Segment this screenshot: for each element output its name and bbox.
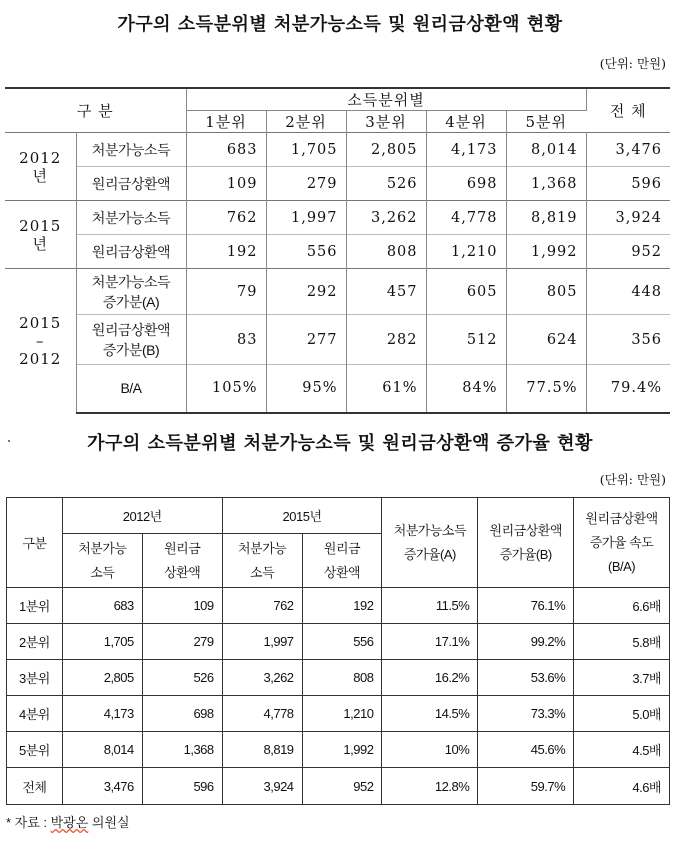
table1-quintile-1: 1분위 xyxy=(186,111,266,133)
cell-total: 952 xyxy=(586,235,670,269)
cell: 1,992 xyxy=(302,732,382,768)
table1-category-header: 구 분 xyxy=(5,88,186,133)
cell-total: 356 xyxy=(586,315,670,365)
cell: 526 xyxy=(142,660,222,696)
cell: 808 xyxy=(302,660,382,696)
table2-repay-growth-header: 원리금상환액 증가율(B) xyxy=(478,498,574,588)
cell: 109 xyxy=(186,167,266,201)
income-repayment-table xyxy=(5,87,670,414)
table1-quintile-5: 5분위 xyxy=(525,113,568,131)
row-label: B/A xyxy=(76,365,186,413)
cell: 1,705 xyxy=(62,624,142,660)
cell-total: 79.4% xyxy=(586,365,670,413)
table2-repay-2012-header: 원리금 상환액 xyxy=(142,534,222,588)
cell: 1,368 xyxy=(506,167,586,201)
cell: 5.8배 xyxy=(574,624,670,660)
cell: 3,262 xyxy=(222,660,302,696)
cell: 17.1% xyxy=(382,624,478,660)
cell: 59.7% xyxy=(478,768,574,805)
diff-period-label: 2015 – 2012 xyxy=(5,269,76,413)
cell: 1,997 xyxy=(266,201,346,235)
table-row xyxy=(5,269,670,315)
row-label: 2분위 xyxy=(7,624,63,660)
table-row-ratio xyxy=(5,365,670,413)
table-row xyxy=(7,732,670,768)
source-note xyxy=(6,812,130,831)
cell: 1,368 xyxy=(142,732,222,768)
cell: 6.6배 xyxy=(574,588,670,624)
row-label: 처분가능소득 xyxy=(76,201,186,235)
table2-category-header: 구분 xyxy=(7,498,63,588)
cell: 762 xyxy=(222,588,302,624)
table1-quintile-2: 2분위 xyxy=(266,111,346,133)
cell: 8,819 xyxy=(222,732,302,768)
row-label: 원리금상환액 xyxy=(76,167,186,201)
cell: 4.6배 xyxy=(574,768,670,805)
cell: 624 xyxy=(506,315,586,365)
cell: 1,705 xyxy=(266,133,346,167)
cell: 192 xyxy=(302,588,382,624)
cell: 556 xyxy=(266,235,346,269)
cell: 53.6% xyxy=(478,660,574,696)
table2-income-2012-header: 처분가능 소득 xyxy=(62,534,142,588)
cell: 8,014 xyxy=(506,133,586,167)
cell: 279 xyxy=(266,167,346,201)
table2-year-2015-header: 2015년 xyxy=(222,498,382,534)
cell-total: 3,924 xyxy=(586,201,670,235)
cell: 605 xyxy=(426,269,506,315)
cell: 1,210 xyxy=(426,235,506,269)
cell: 14.5% xyxy=(382,696,478,732)
table1-quintile-3: 3분위 xyxy=(346,111,426,133)
cell: 4,173 xyxy=(426,133,506,167)
row-label: 5분위 xyxy=(7,732,63,768)
cell: 11.5% xyxy=(382,588,478,624)
year-2015-label: 2015 년 xyxy=(5,201,76,269)
cell: 282 xyxy=(346,315,426,365)
cell: 4.5배 xyxy=(574,732,670,768)
cell: 683 xyxy=(186,133,266,167)
cell: 805 xyxy=(506,269,586,315)
cell: 95% xyxy=(266,365,346,413)
cell: 8,014 xyxy=(62,732,142,768)
table-row xyxy=(5,315,670,365)
cell: 192 xyxy=(186,235,266,269)
cell: 1,997 xyxy=(222,624,302,660)
cell: 1,992 xyxy=(506,235,586,269)
cell: 512 xyxy=(426,315,506,365)
table-row xyxy=(7,696,670,732)
cell: 84% xyxy=(426,365,506,413)
table1-title: 가구의 소득분위별 처분가능소득 및 원리금상환액 현황 xyxy=(117,14,563,35)
table2-unit: (단위: 만원) xyxy=(599,472,666,487)
cell: 683 xyxy=(62,588,142,624)
cell: 5.0배 xyxy=(574,696,670,732)
table2-income-2015-header: 처분가능 소득 xyxy=(222,534,302,588)
row-label: 원리금상환액 xyxy=(76,235,186,269)
cell: 2,805 xyxy=(346,133,426,167)
table1-quintile-4: 4분위 xyxy=(426,111,506,133)
cell: 279 xyxy=(142,624,222,660)
table2-year-2012-header: 2012년 xyxy=(62,498,222,534)
cell: 3,262 xyxy=(346,201,426,235)
table1-group-header: 소득분위별 xyxy=(186,88,586,111)
cell: 12.8% xyxy=(382,768,478,805)
cell: 952 xyxy=(302,768,382,805)
table-row xyxy=(7,588,670,624)
row-label: 3분위 xyxy=(7,660,63,696)
cell: 73.3% xyxy=(478,696,574,732)
cell: 1,210 xyxy=(302,696,382,732)
cell: 277 xyxy=(266,315,346,365)
row-label: 1분위 xyxy=(7,588,63,624)
cell-total: 596 xyxy=(586,167,670,201)
row-label: 처분가능소득 xyxy=(76,133,186,167)
cell: 3,476 xyxy=(62,768,142,805)
source-note-suffix: 의원실 xyxy=(88,815,130,830)
cell: 61% xyxy=(346,365,426,413)
cell: 3,924 xyxy=(222,768,302,805)
source-note-author: 박광온 xyxy=(50,815,89,830)
cell-total: 3,476 xyxy=(586,133,670,167)
table-row xyxy=(7,768,670,805)
cell: 79 xyxy=(186,269,266,315)
table-row xyxy=(5,235,670,269)
cell: 4,778 xyxy=(222,696,302,732)
row-label: 4분위 xyxy=(7,696,63,732)
cell: 83 xyxy=(186,315,266,365)
cell: 8,819 xyxy=(506,201,586,235)
table1-unit: (단위: 만원) xyxy=(599,56,666,71)
cell: 99.2% xyxy=(478,624,574,660)
cell: 526 xyxy=(346,167,426,201)
cell: 292 xyxy=(266,269,346,315)
year-2012-label: 2012 년 xyxy=(5,133,76,201)
table1-header-row xyxy=(5,88,670,111)
table-row xyxy=(7,660,670,696)
row-label: 전체 xyxy=(7,768,63,805)
cell: 4,778 xyxy=(426,201,506,235)
cell: 2,805 xyxy=(62,660,142,696)
cell: 556 xyxy=(302,624,382,660)
table2-speed-header: 원리금상환액 증가율 속도 (B/A) xyxy=(574,498,670,588)
table-row xyxy=(7,624,670,660)
table2-header-row xyxy=(7,498,670,534)
table-row xyxy=(5,167,670,201)
table-row xyxy=(5,201,670,235)
table-row xyxy=(5,133,670,167)
row-label: 원리금상환액 증가분(B) xyxy=(76,315,186,365)
source-note-prefix: * 자료 : xyxy=(6,815,51,830)
cell-total: 448 xyxy=(586,269,670,315)
cell: 457 xyxy=(346,269,426,315)
row-label: 처분가능소득 증가분(A) xyxy=(76,269,186,315)
cell: 4,173 xyxy=(62,696,142,732)
cell: 698 xyxy=(142,696,222,732)
cell: 76.1% xyxy=(478,588,574,624)
cell: 3.7배 xyxy=(574,660,670,696)
table2-income-growth-header: 처분가능소득 증가율(A) xyxy=(382,498,478,588)
table2-repay-2015-header: 원리금 상환액 xyxy=(302,534,382,588)
cell: 77.5% xyxy=(506,365,586,413)
cell: 45.6% xyxy=(478,732,574,768)
cell: 10% xyxy=(382,732,478,768)
cell: 808 xyxy=(346,235,426,269)
cell: 596 xyxy=(142,768,222,805)
cell: 698 xyxy=(426,167,506,201)
cell: 109 xyxy=(142,588,222,624)
growth-rate-table xyxy=(6,497,670,805)
table1-total-header: 전 체 xyxy=(586,88,670,133)
table2-title: 가구의 소득분위별 처분가능소득 및 원리금상환액 증가율 현황 xyxy=(87,433,593,454)
cell: 762 xyxy=(186,201,266,235)
cell: 16.2% xyxy=(382,660,478,696)
cell: 105% xyxy=(186,365,266,413)
